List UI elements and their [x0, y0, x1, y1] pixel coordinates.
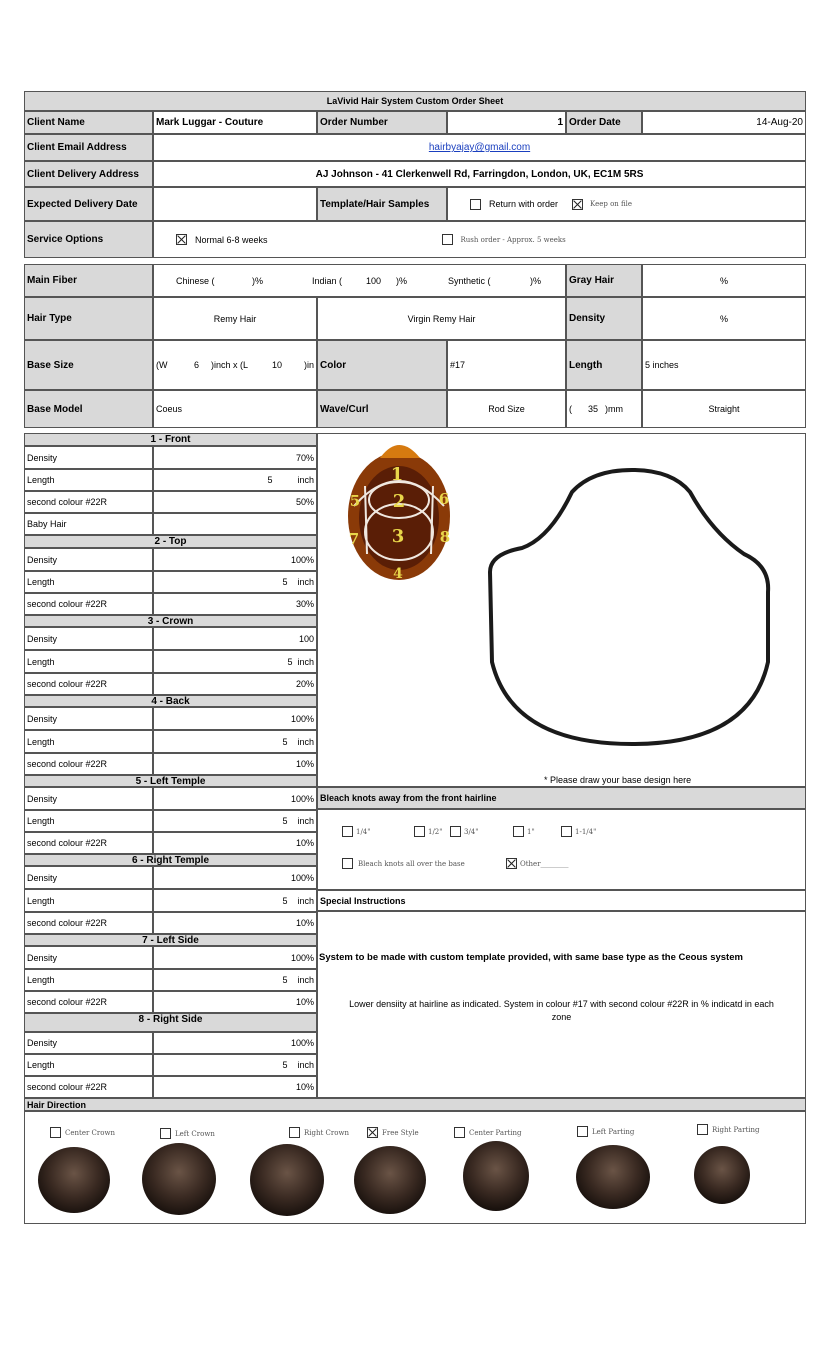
free-style-label: Free Style	[382, 1129, 419, 1138]
zone-row-value[interactable]: 100%	[153, 946, 317, 969]
client-name-value[interactable]: Mark Luggar - Couture	[153, 111, 317, 134]
zone-row-value[interactable]: 10%	[153, 991, 317, 1013]
bleach-1-checkbox[interactable]	[513, 826, 524, 837]
service-options-row	[153, 221, 806, 258]
zone-row	[24, 832, 317, 854]
zone-row-value[interactable]: 10%	[153, 1076, 317, 1098]
zone-row-label: Baby Hair	[24, 513, 153, 535]
zone-row-value[interactable]: 10%	[153, 912, 317, 934]
zone-row	[24, 991, 317, 1013]
zone-row-label: Density	[24, 627, 153, 650]
zone-label-6: 6	[438, 490, 450, 508]
client-email-link[interactable]: hairbyajay@gmail.com	[428, 142, 531, 153]
zone-label-8: 8	[439, 528, 451, 546]
synthetic-label: Synthetic (	[448, 275, 491, 286]
zone-row-label: Length	[24, 650, 153, 673]
order-number-value[interactable]: 1	[447, 111, 566, 134]
color-value[interactable]: #17	[447, 340, 566, 390]
zone-row	[24, 730, 317, 753]
zone-row-label: Length	[24, 571, 153, 593]
zone-row-value[interactable]: 5 inch	[153, 889, 317, 912]
free-style-image	[354, 1146, 426, 1214]
bleach-option-3[interactable]	[450, 826, 479, 837]
client-email-value[interactable]	[153, 134, 806, 161]
zone-row	[24, 707, 317, 730]
client-email-label: Client Email Address	[24, 134, 153, 161]
center-parting-checkbox[interactable]	[454, 1127, 465, 1138]
zone-row-label: Length	[24, 969, 153, 991]
zone-row-value[interactable]	[153, 513, 317, 535]
zone-row	[24, 946, 317, 969]
bleach-other[interactable]	[506, 858, 569, 869]
right-parting-checkbox[interactable]	[697, 1124, 708, 1135]
main-fiber-values[interactable]	[153, 264, 566, 297]
bleach-1-2-checkbox[interactable]	[414, 826, 425, 837]
zone-row	[24, 866, 317, 889]
zone-label-7: 7	[348, 530, 360, 548]
template-samples-label: Template/Hair Samples	[317, 187, 447, 221]
synthetic-pct: )%	[530, 275, 541, 286]
zone-row-label: second colour #22R	[24, 753, 153, 775]
zone-row	[24, 650, 317, 673]
zone-section-title: 4 - Back	[24, 695, 317, 707]
zone-row-label: Density	[24, 1032, 153, 1054]
zone-label-2: 2	[392, 491, 406, 512]
center-crown-image	[38, 1147, 110, 1213]
wave-curl-label: Wave/Curl	[317, 390, 447, 428]
zone-row-label: Density	[24, 707, 153, 730]
rod-value: 35	[588, 404, 599, 414]
zone-row-value[interactable]: 100	[153, 627, 317, 650]
zone-row	[24, 491, 317, 513]
zone-row-label: Density	[24, 446, 153, 469]
hair-direction-title: Hair Direction	[24, 1098, 806, 1111]
return-with-order-checkbox[interactable]	[470, 199, 481, 210]
bleach-all-over[interactable]	[342, 858, 465, 869]
bleach-option-4[interactable]	[513, 826, 535, 837]
zone-row	[24, 787, 317, 810]
bleach-all-over-label: Bleach knots all over the base	[358, 860, 465, 869]
bleach-3-4-label: 3/4"	[464, 828, 479, 837]
main-fiber-label: Main Fiber	[24, 264, 153, 297]
base-model-value[interactable]: Coeus	[153, 390, 317, 428]
base-l-value: 10	[272, 360, 283, 370]
zone-row-value[interactable]: 100%	[153, 866, 317, 889]
order-date-value[interactable]: 14-Aug-20	[642, 111, 806, 134]
dir-right-parting[interactable]	[697, 1124, 760, 1135]
zone-row-label: Density	[24, 866, 153, 889]
base-w-value: 6	[194, 360, 200, 370]
center-crown-label: Center Crown	[65, 1129, 115, 1138]
zone-section-title: 8 - Right Side	[24, 1013, 317, 1032]
zone-label-4: 4	[393, 566, 403, 582]
center-parting-label: Center Parting	[469, 1129, 522, 1138]
dir-free-style[interactable]	[367, 1127, 419, 1138]
density-label: Density	[566, 297, 642, 340]
center-crown-checkbox[interactable]	[50, 1127, 61, 1138]
bleach-1-1-4-label: 1-1/4"	[575, 828, 597, 837]
normal-service-label: Normal 6-8 weeks	[195, 234, 268, 245]
zone-row-value[interactable]: 30%	[153, 593, 317, 615]
order-number-label: Order Number	[317, 111, 447, 134]
free-style-checkbox[interactable]	[367, 1127, 378, 1138]
zone-row	[24, 969, 317, 991]
bleach-1-4-checkbox[interactable]	[342, 826, 353, 837]
center-parting-image	[463, 1141, 529, 1211]
zone-row	[24, 627, 317, 650]
client-delivery-label: Client Delivery Address	[24, 161, 153, 187]
left-parting-image	[576, 1145, 650, 1209]
zone-row-label: second colour #22R	[24, 593, 153, 615]
front-tuft	[380, 445, 420, 458]
zone-row-label: Length	[24, 1054, 153, 1076]
left-crown-checkbox[interactable]	[160, 1128, 171, 1139]
zone-row	[24, 1032, 317, 1054]
left-parting-checkbox[interactable]	[577, 1126, 588, 1137]
special-line-3: zone	[551, 1012, 572, 1022]
zone-row-value[interactable]: 20%	[153, 673, 317, 695]
zone-row	[24, 593, 317, 615]
zone-row	[24, 571, 317, 593]
left-parting-label: Left Parting	[592, 1128, 635, 1137]
zone-row-value[interactable]: 5 inch	[153, 730, 317, 753]
zone-row	[24, 513, 317, 535]
zone-row-value[interactable]: 5 inch	[153, 1054, 317, 1076]
zone-row	[24, 889, 317, 912]
zone-row-label: second colour #22R	[24, 1076, 153, 1098]
right-crown-label: Right Crown	[304, 1129, 349, 1138]
zone-row-label: second colour #22R	[24, 832, 153, 854]
zone-section-title: 3 - Crown	[24, 615, 317, 627]
draw-note: * Please draw your base design here	[544, 775, 692, 785]
special-line-1: System to be made with custom template provided, with same base type as the Ceous system	[319, 952, 743, 963]
zone-row-value[interactable]: 70%	[153, 446, 317, 469]
order-date-label: Order Date	[566, 111, 642, 134]
bleach-1-4-label: 1/4"	[356, 828, 371, 837]
bleach-all-over-checkbox[interactable]	[342, 858, 353, 869]
zone-row	[24, 548, 317, 571]
special-instructions-title: Special Instructions	[317, 890, 806, 911]
chinese-pct: )%	[252, 275, 263, 286]
base-model-label: Base Model	[24, 390, 153, 428]
zone-row-value[interactable]: 100%	[153, 1032, 317, 1054]
zone-section-title: 5 - Left Temple	[24, 775, 317, 787]
bleach-option-5[interactable]	[561, 826, 596, 837]
zone-row-label: Density	[24, 946, 153, 969]
wave-value[interactable]: Straight	[642, 390, 806, 428]
rod-size-value[interactable]	[566, 390, 642, 428]
zone-row-label: second colour #22R	[24, 673, 153, 695]
right-crown-image	[250, 1144, 324, 1216]
zone-row-value[interactable]: 5 inch	[153, 650, 317, 673]
hair-type-label: Hair Type	[24, 297, 153, 340]
zone-row-label: Density	[24, 787, 153, 810]
zone-section-title: 7 - Left Side	[24, 934, 317, 946]
zone-row-label: Length	[24, 730, 153, 753]
zone-row-label: Density	[24, 548, 153, 571]
zone-label-3: 3	[391, 526, 405, 547]
keep-on-file-checkbox[interactable]	[572, 199, 583, 210]
zone-row-value[interactable]: 100%	[153, 548, 317, 571]
gray-hair-value[interactable]: %	[642, 264, 806, 297]
length-label: Length	[566, 340, 642, 390]
dir-left-crown[interactable]	[160, 1128, 215, 1139]
zone-row	[24, 446, 317, 469]
zone-section-title: 6 - Right Temple	[24, 854, 317, 866]
expected-delivery-value[interactable]	[153, 187, 317, 221]
zone-row	[24, 912, 317, 934]
bleach-option-1[interactable]	[342, 826, 371, 837]
zone-row-value[interactable]: 5 inch	[153, 469, 317, 491]
zone-row	[24, 469, 317, 491]
client-name-label: Client Name	[24, 111, 153, 134]
zone-section-title: 1 - Front	[24, 433, 317, 446]
zone-row-label: second colour #22R	[24, 912, 153, 934]
zone-row-label: Length	[24, 810, 153, 832]
base-end-label: )in	[304, 360, 315, 370]
keep-on-file-label: Keep on file	[590, 200, 633, 208]
special-line-2: Lower densiity at hairline as indicated. System in colour #17 with second colour #22R in % indicatd in each	[349, 999, 774, 1009]
zone-row	[24, 753, 317, 775]
zone-row	[24, 1054, 317, 1076]
zone-row	[24, 810, 317, 832]
indian-pct: )%	[396, 275, 407, 286]
bleach-options-panel	[317, 809, 806, 890]
rod-open: (	[569, 404, 572, 414]
dir-right-crown[interactable]	[289, 1127, 349, 1138]
bleach-option-2[interactable]	[414, 826, 443, 837]
chinese-label: Chinese (	[176, 275, 215, 286]
hair-type-value-2[interactable]: Virgin Remy Hair	[317, 297, 566, 340]
zone-row-value[interactable]: 10%	[153, 753, 317, 775]
right-parting-label: Right Parting	[712, 1126, 760, 1135]
zone-section-title: 2 - Top	[24, 535, 317, 548]
sheet-title: LaVivid Hair System Custom Order Sheet	[24, 91, 806, 111]
zone-label-5: 5	[349, 492, 361, 510]
head-zone-diagram	[340, 436, 460, 584]
base-size-label: Base Size	[24, 340, 153, 390]
bleach-1-label: 1"	[527, 828, 535, 837]
color-label: Color	[317, 340, 447, 390]
normal-service-checkbox[interactable]	[176, 234, 187, 245]
rush-order-checkbox[interactable]	[442, 234, 453, 245]
right-crown-checkbox[interactable]	[289, 1127, 300, 1138]
zone-row-label: Length	[24, 889, 153, 912]
zone-row	[24, 1076, 317, 1098]
zone-row-value[interactable]: 5 inch	[153, 969, 317, 991]
indian-label: Indian (	[312, 275, 343, 286]
hair-type-value[interactable]: Remy Hair	[153, 297, 317, 340]
base-design-outline[interactable]	[482, 462, 778, 754]
zone-label-1: 1	[390, 464, 404, 485]
zone-row-value[interactable]: 50%	[153, 491, 317, 513]
density-value[interactable]: %	[642, 297, 806, 340]
zone-row-value[interactable]: 5 inch	[153, 810, 317, 832]
base-mid-label: )inch x (L	[211, 360, 249, 370]
base-w-label: (W	[156, 360, 168, 370]
template-samples-options	[447, 187, 806, 221]
bleach-1-2-label: 1/2"	[428, 828, 443, 837]
zone-row-label: Length	[24, 469, 153, 491]
base-size-value[interactable]	[153, 340, 317, 390]
dir-center-crown[interactable]	[50, 1127, 115, 1138]
rush-order-label: Rush order - Approx. 5 weeks	[460, 235, 566, 244]
length-value[interactable]: 5 inches	[642, 340, 806, 390]
zone-row-label: second colour #22R	[24, 491, 153, 513]
zone-row-value[interactable]: 10%	[153, 832, 317, 854]
zone-row-value[interactable]: 100%	[153, 787, 317, 810]
left-crown-label: Left Crown	[175, 1130, 215, 1139]
client-delivery-value[interactable]: AJ Johnson - 41 Clerkenwell Rd, Farringdon, London, UK, EC1M 5RS	[153, 161, 806, 187]
return-with-order-label: Return with order	[489, 199, 559, 209]
rod-close: )mm	[605, 404, 624, 414]
dir-center-parting[interactable]	[454, 1127, 522, 1138]
bleach-other-label: Other________	[520, 860, 569, 869]
rod-size-label: Rod Size	[447, 390, 566, 428]
indian-value: 100	[366, 275, 382, 286]
expected-delivery-label: Expected Delivery Date	[24, 187, 153, 221]
bleach-other-checkbox[interactable]	[506, 858, 517, 869]
bleach-3-4-checkbox[interactable]	[450, 826, 461, 837]
zone-row-label: second colour #22R	[24, 991, 153, 1013]
dir-left-parting[interactable]	[577, 1126, 634, 1137]
zone-row-value[interactable]: 5 inch	[153, 571, 317, 593]
bleach-title: Bleach knots away from the front hairline	[317, 787, 806, 809]
gray-hair-label: Gray Hair	[566, 264, 642, 297]
service-options-label: Service Options	[24, 221, 153, 258]
zone-row-value[interactable]: 100%	[153, 707, 317, 730]
right-parting-image	[694, 1146, 750, 1204]
zone-row	[24, 673, 317, 695]
bleach-1-1-4-checkbox[interactable]	[561, 826, 572, 837]
left-crown-image	[142, 1143, 216, 1215]
